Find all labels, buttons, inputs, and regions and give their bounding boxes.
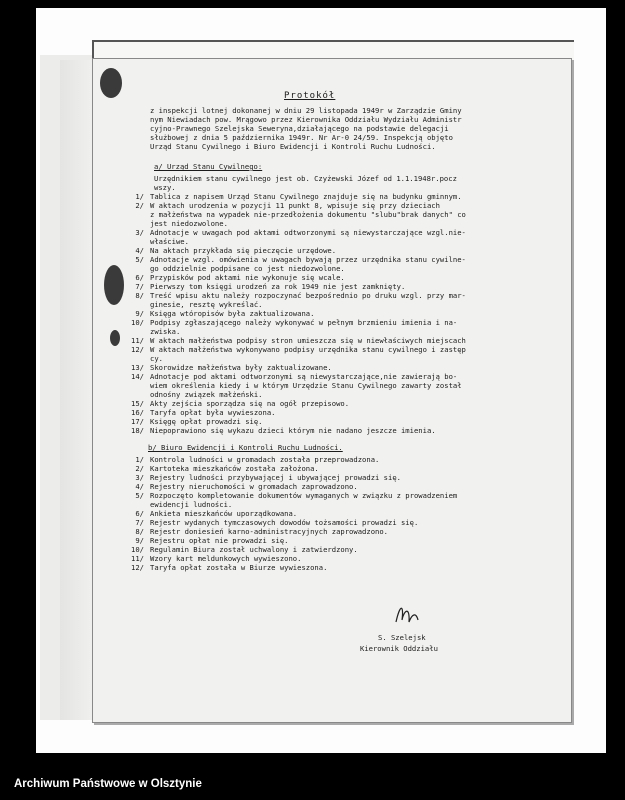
item-number: 6/ <box>135 273 144 282</box>
item-text: ewidencji ludności. <box>150 500 233 509</box>
handwritten-signature <box>392 600 422 630</box>
item-number: 13/ <box>131 363 144 372</box>
item-number: 8/ <box>135 291 144 300</box>
item-number: 12/ <box>131 345 144 354</box>
item-text: ginesie, resztę wykreślać. <box>150 300 263 309</box>
item-text: Taryfa opłat została w Biurze wywieszona. <box>150 563 328 572</box>
item-number: 3/ <box>135 473 144 482</box>
item-text: Adnotacje w uwagach pod aktami odtworzonymi są niewystarczające wzgl.nie- <box>150 228 466 237</box>
item-number: 2/ <box>135 201 144 210</box>
item-text: Ankieta mieszkańców uporządkowana. <box>150 509 298 518</box>
item-text: Kartoteka mieszkańców została założona. <box>150 464 319 473</box>
item-text: Pierwszy tom księgi urodzeń za rok 1949 nie jest zamknięty. <box>150 282 406 291</box>
item-text: W aktach małżeństwa podpisy stron umieszcza się w niewłaściwych miejscach <box>150 336 466 345</box>
item-text: Rejestry nieruchomości w gromadach zaprowadzono. <box>150 482 358 491</box>
item-number: 5/ <box>135 491 144 500</box>
item-number: 2/ <box>135 464 144 473</box>
item-text: W aktach urodzenia w pozycji 11 punkt 8, wpisuje się przy dzieciach <box>150 201 440 210</box>
item-number: 10/ <box>131 318 144 327</box>
item-text: Rejestru opłat nie prowadzi się. <box>150 536 289 545</box>
item-number: 18/ <box>131 426 144 435</box>
item-number: 15/ <box>131 399 144 408</box>
item-text: właściwe. <box>150 237 189 246</box>
section-lead-line: Urzędnikiem stanu cywilnego jest ob. Czyżewski Józef od 1.1.1948r.pocz <box>154 174 457 183</box>
item-text: Księga wtóropisów była zaktualizowana. <box>150 309 315 318</box>
item-number: 4/ <box>135 246 144 255</box>
item-number: 16/ <box>131 408 144 417</box>
item-text: odnośny związek małżeński. <box>150 390 263 399</box>
item-text: Rejestry ludności przybywającej i ubywającej prowadzi się. <box>150 473 401 482</box>
item-number: 7/ <box>135 518 144 527</box>
item-text: Niepoprawiono się wykazu dzieci którym nie nadano jeszcze imienia. <box>150 426 436 435</box>
section-b-heading: b/ Biuro Ewidencji i Kontroli Ruchu Ludności. <box>148 443 343 452</box>
item-number: 11/ <box>131 554 144 563</box>
item-text: Taryfa opłat była wywieszona. <box>150 408 276 417</box>
intro-line: służbowej z dnia 5 października 1949r. Nr Ar-0 24/59. Inspekcją objęto <box>150 133 453 142</box>
item-text: go oddzielnie podpisane co jest niedozwolone. <box>150 264 345 273</box>
item-text: Tablica z napisem Urząd Stanu Cywilnego znajduje się na budynku gminnym. <box>150 192 462 201</box>
item-number: 7/ <box>135 282 144 291</box>
intro-paragraph <box>150 106 565 151</box>
item-text: Adnotacje wzgl. omówienia w uwagach bywają przez urzędnika stanu cywilne- <box>150 255 466 264</box>
item-number: 11/ <box>131 336 144 345</box>
item-text: Przypisków pod aktami nie wykonuje się wcale. <box>150 273 345 282</box>
item-text: Na aktach przykłada się pieczęcie urzędowe. <box>150 246 337 255</box>
item-number: 4/ <box>135 482 144 491</box>
item-number: 9/ <box>135 309 144 318</box>
item-text: Wzory kart meldunkowych wywieszono. <box>150 554 302 563</box>
item-text: Księgę opłat prowadzi się. <box>150 417 263 426</box>
item-text: W aktach małżeństwa wykonywano podpisy urzędnika stanu cywilnego i zastęp <box>150 345 466 354</box>
document-title: Protokół <box>284 91 336 101</box>
item-text: Rejestr wydanych tymczasowych dowodów tożsamości prowadzi się. <box>150 518 419 527</box>
ink-stain <box>110 330 120 346</box>
section-lead-line: wszy. <box>154 183 176 192</box>
item-text: cy. <box>150 354 163 363</box>
ink-stain <box>100 68 122 98</box>
intro-line: cyjno-Prawnego Szelejska Seweryna,działającego na podstawie delegacji <box>150 124 449 133</box>
item-text: Treść wpisu aktu należy rozpoczynać bezpośrednio po druku wzgl. przy mar- <box>150 291 466 300</box>
item-text: zwiska. <box>150 327 181 336</box>
item-text: Skorowidze małżeństwa były zaktualizowane. <box>150 363 332 372</box>
item-text: Rozpoczęto kompletowanie dokumentów wymaganych w związku z prowadzeniem <box>150 491 458 500</box>
item-number: 1/ <box>135 455 144 464</box>
item-text: z małżeństwa na wypadek nie-przedłożenia dokumentu "slubu"brak danych" co <box>150 210 466 219</box>
ink-stain <box>104 265 124 305</box>
item-text: Kontrola ludności w gromadach została przeprowadzona. <box>150 455 380 464</box>
archive-footer <box>0 772 625 800</box>
item-number: 8/ <box>135 527 144 536</box>
item-text: jest niedozwolone. <box>150 219 228 228</box>
item-number: 6/ <box>135 509 144 518</box>
intro-line: z inspekcji lotnej dokonanej w dniu 29 listopada 1949r w Zarządzie Gminy <box>150 106 462 115</box>
intro-line: nym Niewiadach pow. Mrągowo przez Kierownika Oddziału Wydziału Administr <box>150 115 462 124</box>
item-number: 14/ <box>131 372 144 381</box>
intro-line: Urząd Stanu Cywilnego i Biuro Ewidencji i Kontroli Ruchu Ludności. <box>150 142 436 151</box>
item-text: Rejestr doniesień karno-administracyjnych zaprowadzono. <box>150 527 388 536</box>
item-number: 5/ <box>135 255 144 264</box>
signature-role: Kierownik Oddziału <box>360 644 438 653</box>
signature-name: S. Szelejsk <box>378 633 426 642</box>
item-number: 3/ <box>135 228 144 237</box>
item-text: Akty zejścia sporządza się na ogół przepisowo. <box>150 399 350 408</box>
item-text: Podpisy zgłaszającego należy wykonywać w pełnym brzmieniu imienia i na- <box>150 318 458 327</box>
archive-label: Archiwum Państwowe w Olsztynie <box>14 778 202 790</box>
item-text: wiem określenia kiedy i w którym Urzędzie Stanu Cywilnego zawarty został <box>150 381 462 390</box>
item-number: 17/ <box>131 417 144 426</box>
section-a-heading: a/ Urząd Stanu Cywilnego: <box>154 162 263 171</box>
item-number: 1/ <box>135 192 144 201</box>
item-number: 12/ <box>131 563 144 572</box>
item-text: Adnotacje pod aktami odtworzonymi są niewystarczające,nie zawierają bo- <box>150 372 458 381</box>
item-number: 10/ <box>131 545 144 554</box>
item-number: 9/ <box>135 536 144 545</box>
item-text: Regulamin Biura został uchwalony i zatwierdzony. <box>150 545 358 554</box>
